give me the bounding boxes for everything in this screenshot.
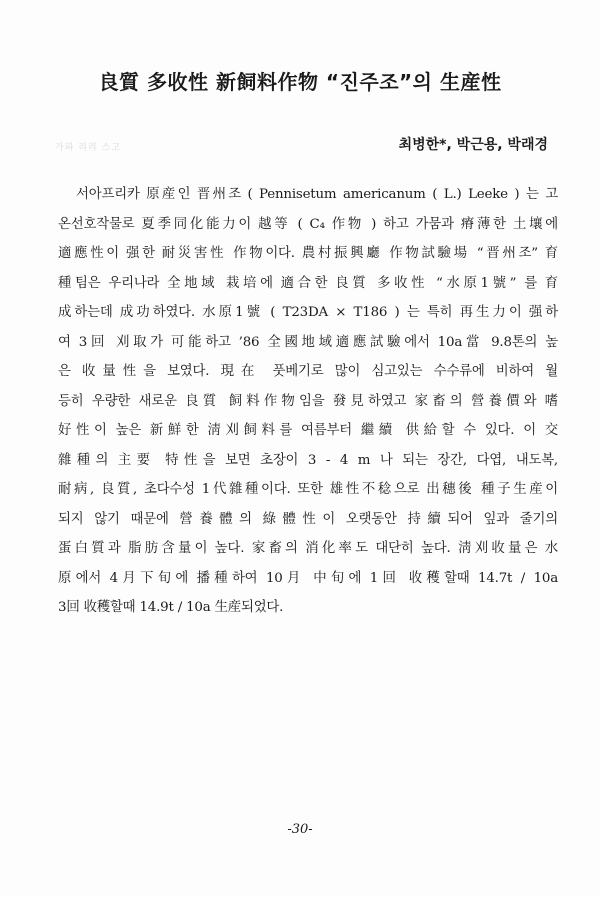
body-line: 되지 않기 때문에 營養體의 綠體性이 오랫동안 持續되어 잎과 줄기의 [58,511,558,527]
body-line: 등히 우량한 새로운 良質 飼料作物임을 發見하였고 家畜의 營養價와 嗜 [58,393,558,409]
body-line: 種팀은 우리나라 全地域 栽培에 適合한 良質 多收性 “水原1號” 를 育 [58,275,558,291]
body-line: 3回 收穫할때 14.9t / 10a 生産되었다. [58,600,284,615]
body-line: 耐病, 良質, 초다수성 1代雜種이다. 또한 雄性不稔으로 出穗後 種子生産이 [58,482,558,497]
body-line: 成하는데 成功하였다. 水原1號 ( T23DA × T186 ) 는 특히 再生力이 强하 [58,305,558,320]
page-number: -30- [287,822,313,837]
body-line: 온선호작물로 夏季同化能力이 越等 ( C₄ 作物 ) 하고 가뭄과 瘠薄한 土壤에 [58,216,558,232]
document-title: 良質 多收性 新飼料作物 “진주조”의 生産性 [98,70,502,94]
body-line: 原에서 4月下旬에 播種하여 10月 中旬에 1回 收穫할때 14.7t / 10a [58,570,558,586]
abstract-body [58,180,558,623]
body-line: 여 3回 刈取가 可能하고 ’86 全國地域適應試驗에서 10a當 9.8톤의 높 [58,334,558,350]
body-line: 好性이 높은 新鮮한 淸刈飼料를 여름부터 繼續 供給할 수 있다. 이 交 [58,423,558,438]
body-line: 서아프리카 原産인 晋州조 ( Pennisetum americanum ( L.) Leeke ) 는 고 [76,187,558,202]
body-line: 蛋白質과 脂肪含量이 높다. 家畜의 消化率도 대단히 높다. 淸刈收量은 水 [58,541,558,556]
body-line: 雜種의 主要 特性을 보면 초장이 3 - 4 m 나 되는 장간, 다엽, 내도복, [58,452,558,468]
body-line: 適應性이 强한 耐災害性 作物이다. 農村振興廳 作物試驗場 “晋州조” 育 [58,246,558,261]
body-line: 은 收量性을 보였다. 現在 풋베기로 많이 심고있는 수수류에 비하여 월 [58,364,558,379]
faint-bleed-through-mark: 가파 리리 스고 [55,143,121,153]
author-list: 최병한*, 박근용, 박래경 [398,137,548,153]
